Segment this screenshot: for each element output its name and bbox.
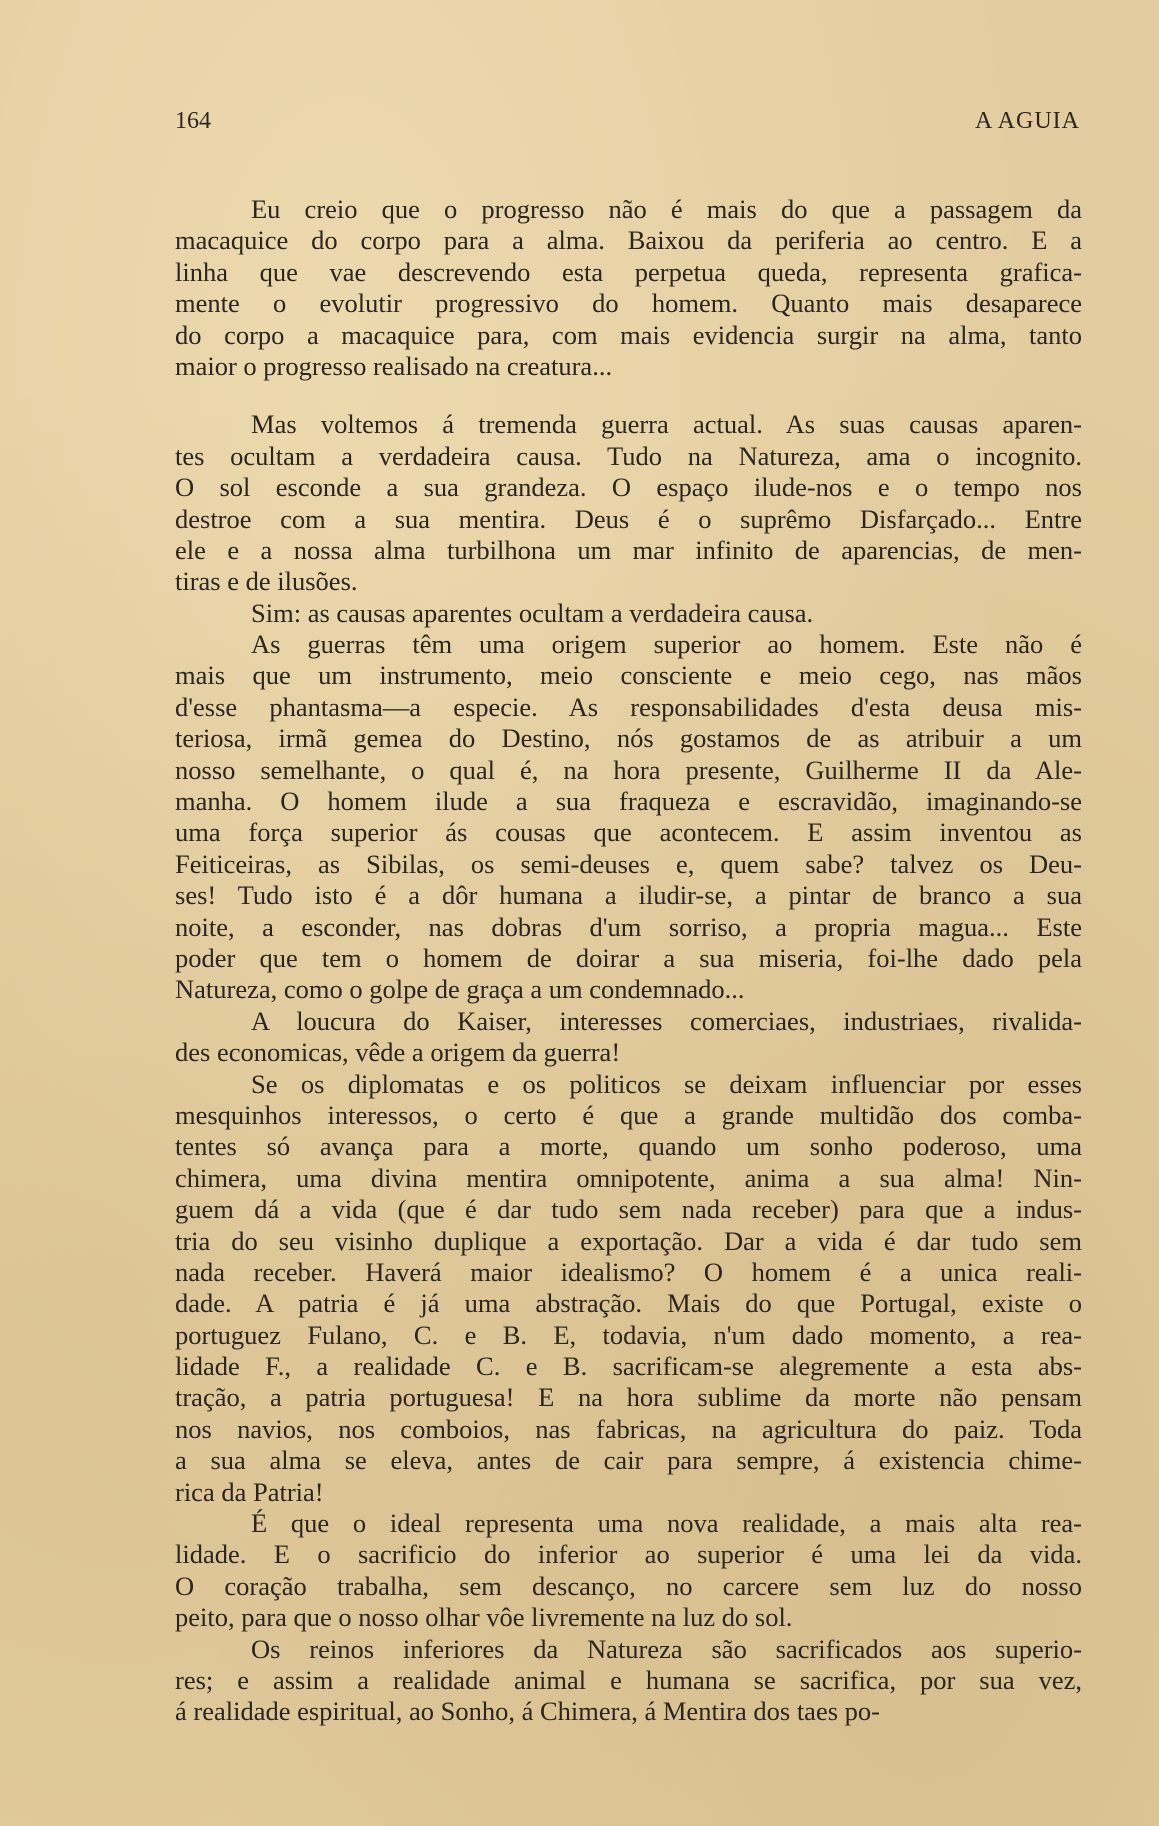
text-line: Mas voltemos á tremenda guerra actual. As suas causas aparen-: [251, 409, 1082, 440]
text-line: Sim: as causas aparentes ocultam a verdadeira causa.: [251, 597, 814, 628]
text-line: d'esse phantasma—a especie. As responsabilidades d'esta deusa mis-: [175, 691, 1082, 722]
text-line: nosso semelhante, o qual é, na hora presente, Guilherme II da Ale-: [175, 754, 1082, 785]
text-line: guem dá a vida (que é dar tudo sem nada receber) para que a indus-: [175, 1194, 1082, 1225]
text-line: tes ocultam a verdadeira causa. Tudo na Natureza, ama o incognito.: [175, 440, 1082, 471]
text-line: chimera, uma divina mentira omnipotente, anima a sua alma! Nin-: [175, 1162, 1082, 1193]
text-line: rica da Patria!: [175, 1476, 324, 1507]
paragraph: [175, 598, 1082, 629]
paragraph: [175, 1508, 1082, 1634]
text-line: Os reinos inferiores da Natureza são sacrificados aos superio-: [251, 1633, 1082, 1664]
text-line: lidade F., a realidade C. e B. sacrificam-se alegremente a esta abs-: [175, 1351, 1082, 1382]
text-line: mente o evolutir progressivo do homem. Quanto mais desaparece: [175, 288, 1082, 319]
text-line: É que o ideal representa uma nova realidade, a mais alta rea-: [251, 1508, 1082, 1539]
text-line: A loucura do Kaiser, interesses comerciaes, industriaes, rivalida-: [251, 1005, 1082, 1036]
text-line: lidade. E o sacrificio do inferior ao superior é uma lei da vida.: [175, 1539, 1082, 1570]
text-line: tração, a patria portuguesa! E na hora sublime da morte não pensam: [175, 1382, 1082, 1413]
paragraph: [175, 1634, 1082, 1728]
text-line: dade. A patria é já uma abstração. Mais do que Portugal, existe o: [175, 1288, 1082, 1319]
text-line: do corpo a macaquice para, com mais evidencia surgir na alma, tanto: [175, 319, 1082, 350]
paragraph: [175, 1006, 1082, 1069]
text-line: O sol esconde a sua grandeza. O espaço ilude-nos e o tempo nos: [175, 472, 1082, 503]
paragraph: [175, 629, 1082, 1006]
text-line: ses! Tudo isto é a dôr humana a iludir-se, a pintar de branco a sua: [175, 880, 1082, 911]
text-line: peito, para que o nosso olhar vôe livremente na luz do sol.: [175, 1602, 793, 1633]
text-line: Feiticeiras, as Sibilas, os semi-deuses e, quem sabe? talvez os Deu-: [175, 848, 1082, 879]
text-line: mais que um instrumento, meio consciente e meio cego, nas mãos: [175, 660, 1082, 691]
text-line: poder que tem o homem de doirar a sua miseria, foi-lhe dado pela: [175, 942, 1082, 973]
text-line: tentes só avança para a morte, quando um sonho poderoso, uma: [175, 1131, 1082, 1162]
text-line: Eu creio que o progresso não é mais do que a passagem da: [251, 194, 1082, 224]
text-line: destroe com a sua mentira. Deus é o suprêmo Disfarçado... Entre: [175, 503, 1082, 534]
text-line: uma força superior ás cousas que acontecem. E assim inventou as: [175, 817, 1082, 848]
text-line: tiras e de ilusões.: [175, 566, 358, 597]
text-line: manha. O homem ilude a sua fraqueza e escravidão, imaginando-se: [175, 786, 1082, 817]
running-title: A AGUIA: [974, 108, 1080, 134]
text-line: res; e assim a realidade animal e humana se sacrifica, por sua vez,: [175, 1664, 1082, 1695]
text-line: maior o progresso realisado na creatura...: [175, 350, 613, 381]
text-line: a sua alma se eleva, antes de cair para sempre, á existencia chime-: [175, 1445, 1082, 1476]
paragraph: [175, 194, 1082, 382]
text-line: As guerras têm uma origem superior ao homem. Este não é: [251, 629, 1082, 660]
text-line: O coração trabalha, sem descanço, no carcere sem luz do nosso: [175, 1570, 1082, 1601]
paragraph: [175, 1069, 1082, 1508]
text-line: des economicas, vêde a origem da guerra!: [175, 1037, 621, 1068]
text-line: noite, a esconder, nas dobras d'um sorriso, a propria magua... Este: [175, 911, 1082, 942]
text-line: nada receber. Haverá maior idealismo? O homem é a unica reali-: [175, 1256, 1082, 1287]
text-line: portuguez Fulano, C. e B. E, todavia, n'um dado momento, a rea-: [175, 1319, 1082, 1350]
page-number: 164: [175, 108, 211, 134]
text-line: mesquinhos interessos, o certo é que a grande multidão dos comba-: [175, 1099, 1082, 1130]
paragraph: [175, 409, 1082, 597]
text-line: ele e a nossa alma turbilhona um mar infinito de aparencias, de men-: [175, 534, 1082, 565]
text-line: teriosa, irmã gemea do Destino, nós gostamos de as atribuir a um: [175, 723, 1082, 754]
text-line: á realidade espiritual, ao Sonho, á Chimera, á Mentira dos taes po-: [175, 1696, 880, 1727]
text-line: Natureza, como o golpe de graça a um condemnado...: [175, 974, 745, 1005]
paragraph-gap: [175, 382, 1082, 409]
text-line: linha que vae descrevendo esta perpetua queda, representa grafica-: [175, 256, 1082, 287]
text-line: macaquice do corpo para a alma. Baixou da periferia ao centro. E a: [175, 225, 1082, 256]
text-line: Se os diplomatas e os politicos se deixam influenciar por esses: [251, 1068, 1082, 1099]
page-body: [175, 194, 1082, 1728]
text-line: nos navios, nos comboios, nas fabricas, na agricultura do paiz. Toda: [175, 1413, 1082, 1444]
text-line: tria do seu visinho duplique a exportação. Dar a vida é dar tudo sem: [175, 1225, 1082, 1256]
